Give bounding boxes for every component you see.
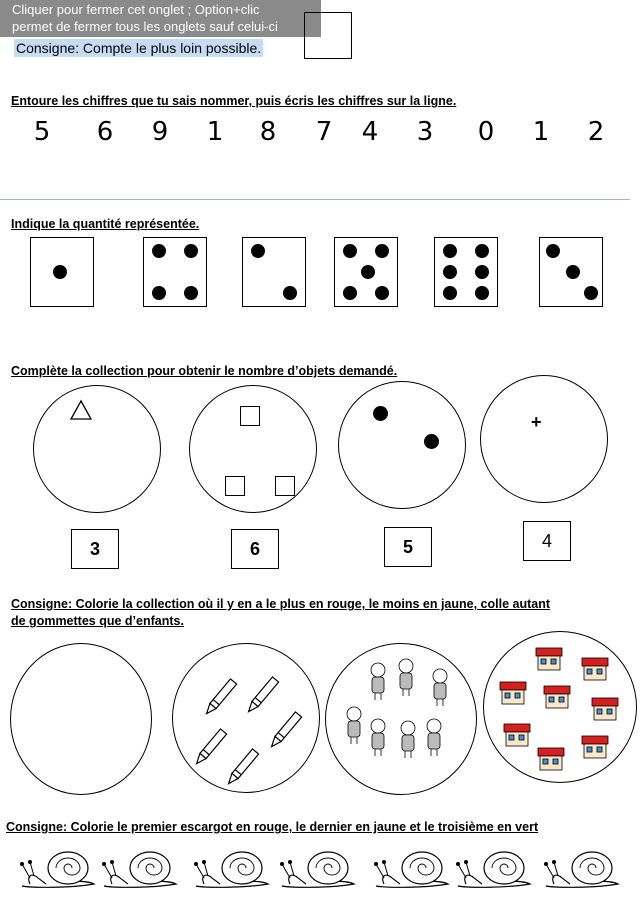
digit-9: 9 xyxy=(151,117,169,147)
section4-heading-line2: de gommettes que d’enfants. xyxy=(11,614,184,628)
square-icon xyxy=(225,476,245,496)
die-1 xyxy=(30,237,94,307)
triangle-icon xyxy=(70,400,92,420)
section1-heading: Entoure les chiffres que tu sais nommer, puis écris les chiffres sur la ligne. xyxy=(11,94,457,108)
die-6 xyxy=(434,237,498,307)
collection-oval-1 xyxy=(33,385,161,513)
dot-icon xyxy=(373,406,388,421)
children-collection-circle xyxy=(325,643,477,795)
tooltip-line-2: permet de fermer tous les onglets sauf celui-ci xyxy=(12,19,278,34)
answer-box-top xyxy=(304,12,352,59)
pencil-collection-circle xyxy=(172,643,320,793)
section4-heading-line1: Consigne: Colorie la collection où il y en a le plus en rouge, le moins en jaune, colle autant xyxy=(11,597,550,611)
die-dot xyxy=(566,265,580,279)
die-dot xyxy=(361,265,375,279)
collection-oval-4 xyxy=(480,375,608,503)
plus-sign: + xyxy=(531,412,542,432)
die-2 xyxy=(242,237,306,307)
die-dot xyxy=(343,244,357,258)
child-icons xyxy=(326,644,478,796)
die-dot xyxy=(546,244,560,258)
target-box-3: 5 xyxy=(384,527,432,567)
snail-icon-1[interactable] xyxy=(20,852,94,887)
die-dot xyxy=(475,244,489,258)
snail-icon-5[interactable] xyxy=(374,852,448,887)
die-dot xyxy=(443,286,457,300)
digit-6: 6 xyxy=(96,117,114,147)
square-icon xyxy=(240,406,260,426)
die-dot xyxy=(375,244,389,258)
section2-heading: Indique la quantité représentée. xyxy=(11,217,200,231)
digit-0: 0 xyxy=(477,117,495,147)
collection-oval-2 xyxy=(189,385,317,513)
target-box-2: 6 xyxy=(231,529,279,569)
tooltip-line-1: Cliquer pour fermer cet onglet ; Option+clic xyxy=(12,2,260,17)
snail-icon-2[interactable] xyxy=(102,852,176,887)
house-icons xyxy=(484,632,638,784)
digit-5: 5 xyxy=(33,117,51,147)
die-dot xyxy=(443,244,457,258)
die-dot xyxy=(184,244,198,258)
digit-8: 8 xyxy=(259,117,277,147)
die-dot xyxy=(584,286,598,300)
die-dot xyxy=(475,265,489,279)
section5-heading: Consigne: Colorie le premier escargot en rouge, le dernier en jaune et le troisième en vert xyxy=(6,820,539,834)
house-collection-circle xyxy=(483,631,637,783)
die-dot xyxy=(475,286,489,300)
empty-collection-circle xyxy=(10,643,152,795)
die-dot xyxy=(343,286,357,300)
die-dot xyxy=(443,265,457,279)
tab-close-tooltip xyxy=(0,0,321,37)
die-dot xyxy=(375,286,389,300)
die-dot xyxy=(152,286,166,300)
die-dot xyxy=(152,244,166,258)
die-4 xyxy=(143,237,207,307)
die-3 xyxy=(539,237,603,307)
die-dot xyxy=(283,286,297,300)
digit-4: 4 xyxy=(361,117,379,147)
target-box-4: 4 xyxy=(523,521,571,561)
die-dot xyxy=(251,244,265,258)
die-5 xyxy=(334,237,398,307)
digit-1b: 1 xyxy=(532,117,550,147)
consigne-top-highlighted[interactable]: Consigne: Compte le plus loin possible. xyxy=(16,40,262,56)
collection-oval-3 xyxy=(338,381,466,509)
snail-icon-7[interactable] xyxy=(544,852,618,887)
target-box-1: 3 xyxy=(71,529,119,569)
digit-1: 1 xyxy=(206,117,224,147)
pencil-icons xyxy=(173,644,321,794)
snail-icon-6[interactable] xyxy=(456,852,530,887)
die-dot xyxy=(53,265,67,279)
digit-3: 3 xyxy=(416,117,434,147)
dot-icon xyxy=(424,434,439,449)
snail-icon-4[interactable] xyxy=(280,852,354,887)
die-dot xyxy=(184,286,198,300)
snail-icon-3[interactable] xyxy=(194,852,268,887)
section3-heading: Complète la collection pour obtenir le nombre d’objets demandé. xyxy=(11,364,398,378)
digit-7: 7 xyxy=(315,117,333,147)
divider-line xyxy=(0,199,630,200)
snail-row xyxy=(0,838,640,898)
square-icon xyxy=(275,476,295,496)
digit-2: 2 xyxy=(587,117,605,147)
